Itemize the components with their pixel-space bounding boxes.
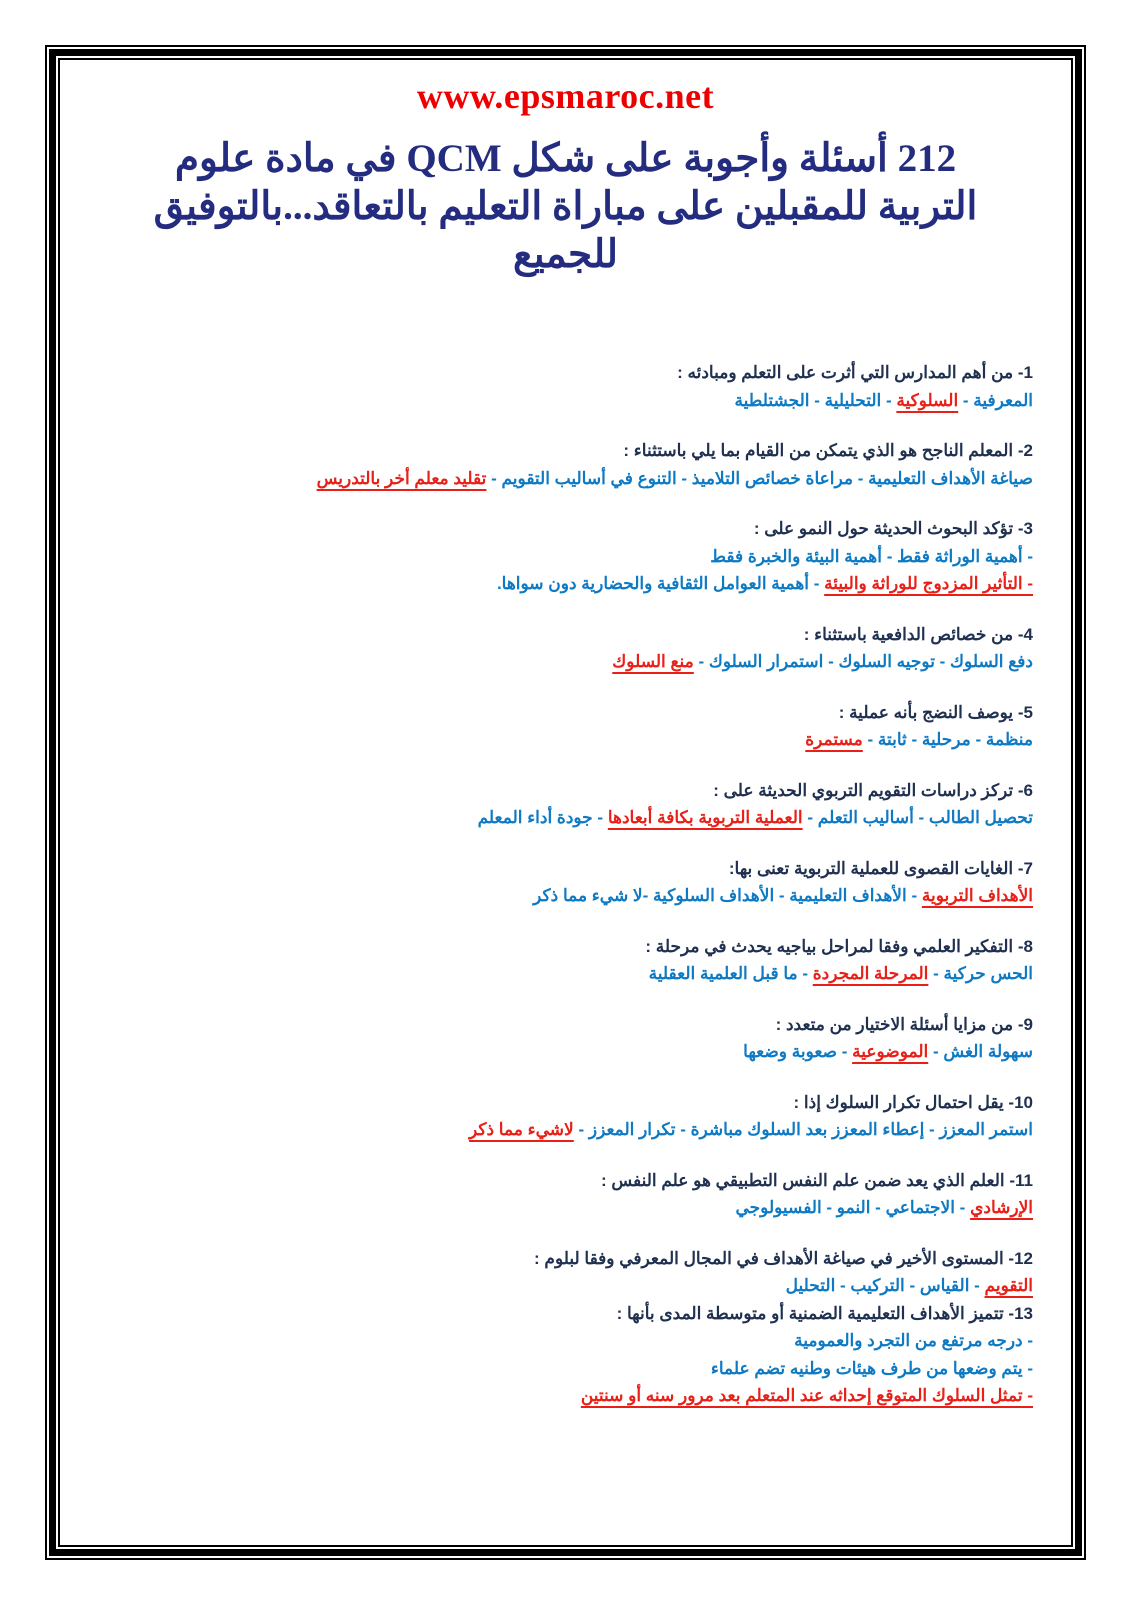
answer-segment: مستمرة (805, 730, 863, 749)
answer-segment: السلوكية (896, 390, 959, 410)
question-stem: 7- الغايات القصوى للعملية التربوية تعنى بها: (728, 858, 1033, 878)
answer-segment: الأهداف التربوية (921, 886, 1033, 905)
question-stem: 5- يوصف النضج بأنه عملية : (838, 702, 1033, 722)
options-line (102, 1327, 1033, 1355)
option-segment: - القياس - التركيب - التحليل (785, 1276, 985, 1295)
question-block (102, 933, 1033, 988)
question-stem: 9- من مزايا أسئلة الاختيار من متعدد : (775, 1014, 1033, 1034)
questions-list (62, 279, 1069, 1410)
question-stem: 3- تؤكد البحوث الحديثة حول النمو على : (753, 519, 1033, 538)
option-segment: - درجه مرتفع من التجرد والعمومية (794, 1331, 1033, 1350)
question-block (102, 621, 1033, 676)
options-line (102, 1382, 1033, 1410)
question-block (102, 1245, 1033, 1300)
option-segment: - أهمية الوراثة فقط - أهمية البيئة والخبرة فقط (710, 546, 1033, 566)
question-block (102, 777, 1033, 832)
options-line (102, 1355, 1033, 1383)
options-line (102, 1038, 1033, 1066)
options-line (102, 465, 1033, 493)
option-segment: - يتم وضعها من طرف هيئات وطنيه تضم علماء (710, 1358, 1033, 1378)
question-stem: 13- تتميز الأهداف التعليمية الضمنية أو متوسطة المدى بأنها : (616, 1303, 1033, 1323)
document-title (62, 135, 1069, 279)
question-block (102, 437, 1033, 492)
options-line (102, 543, 1033, 571)
option-segment: - الأهداف التعليمية - الأهداف السلوكية -لا شيء مما ذكر (533, 886, 922, 905)
option-segment: - الاجتماعي - النمو - الفسيولوجي (735, 1198, 971, 1217)
website-url: www.epsmaroc.net (416, 76, 715, 116)
title-line-1: 212 أسئلة وأجوبة على شكل QCM في مادة علوم (174, 137, 957, 180)
answer-segment: منع السلوك (612, 652, 694, 671)
question-block (102, 515, 1033, 598)
question-stem: 8- التفكير العلمي وفقا لمراحل بياجيه يحدث في مرحلة : (645, 936, 1033, 956)
option-segment: صياغة الأهداف التعليمية - مراعاة خصائص التلاميذ - التنوع في أساليب التقويم - (486, 468, 1033, 488)
option-segment: - ما قبل العلمية العقلية (648, 964, 813, 983)
option-segment: منظمة - مرحلية - ثابتة - (862, 730, 1033, 749)
title-line-3: للجميع (512, 233, 619, 276)
question-block (102, 855, 1033, 910)
option-segment: - التحليلية - الجشتلطية (734, 390, 897, 410)
question-block (102, 1167, 1033, 1222)
title-line-2: التربية للمقبلين على مباراة التعليم بالتعاقد...بالتوفيق (153, 185, 978, 228)
question-stem: 1- من أهم المدارس التي أثرت على التعلم ومبادئه : (677, 363, 1033, 382)
question-stem: 2- المعلم الناجح هو الذي يتمكن من القيام بما يلي باستثناء : (623, 441, 1033, 460)
question-stem: 11- العلم الذي يعد ضمن علم النفس التطبيقي هو علم النفس : (600, 1170, 1033, 1190)
option-segment: المعرفية - (958, 390, 1033, 410)
page-content (62, 62, 1069, 1543)
option-segment: تحصيل الطالب - أساليب التعلم - (802, 808, 1033, 827)
options-line (102, 1194, 1033, 1222)
question-block (102, 359, 1033, 414)
options-line (102, 882, 1033, 910)
answer-segment: الإرشادي (970, 1198, 1033, 1217)
option-segment: - صعوبة وضعها (743, 1042, 853, 1061)
question-block (102, 1011, 1033, 1066)
answer-segment: - تمثل السلوك المتوقع إحداثه عند المتعلم بعد مرور سنه أو سنتين (580, 1386, 1033, 1405)
option-segment: سهولة الغش - (928, 1042, 1033, 1061)
answer-segment: العملية التربوية بكافة أبعادها (607, 808, 803, 827)
answer-segment: المرحلة المجردة (812, 964, 929, 983)
options-line (102, 804, 1033, 832)
question-stem: 12- المستوى الأخير في صياغة الأهداف في المجال المعرفي وفقا لبلوم : (534, 1248, 1033, 1268)
options-line (102, 387, 1033, 415)
options-line (102, 570, 1033, 598)
question-block (102, 1089, 1033, 1144)
options-line (102, 960, 1033, 988)
option-segment: - جودة أداء المعلم (477, 808, 608, 827)
options-line (102, 1116, 1033, 1144)
answer-segment: التقويم (984, 1276, 1033, 1295)
answer-segment: - التأثير المزدوج للوراثة والبيئة (824, 574, 1033, 593)
question-stem: 10- يقل احتمال تكرار السلوك إذا : (793, 1092, 1033, 1112)
options-line (102, 1272, 1033, 1300)
options-line (102, 648, 1033, 676)
answer-segment: تقليد معلم أخر بالتدريس (316, 468, 487, 488)
option-segment: استمر المعزز - إعطاء المعزز بعد السلوك مباشرة - تكرار المعزز - (573, 1120, 1033, 1139)
question-stem: 6- تركز دراسات التقويم التربوي الحديثة على : (713, 780, 1033, 800)
question-block (102, 1300, 1033, 1410)
answer-segment: لاشيء مما ذكر (469, 1120, 574, 1139)
option-segment: دفع السلوك - توجيه السلوك - استمرار السلوك - (693, 652, 1033, 671)
question-stem: 4- من خصائص الدافعية باستثناء : (803, 624, 1033, 644)
option-segment: الحس حركية - (928, 964, 1033, 983)
option-segment: - أهمية العوامل الثقافية والحضارية دون سواها. (496, 574, 825, 593)
options-line (102, 726, 1033, 754)
answer-segment: الموضوعية (852, 1042, 929, 1061)
question-block (102, 699, 1033, 754)
